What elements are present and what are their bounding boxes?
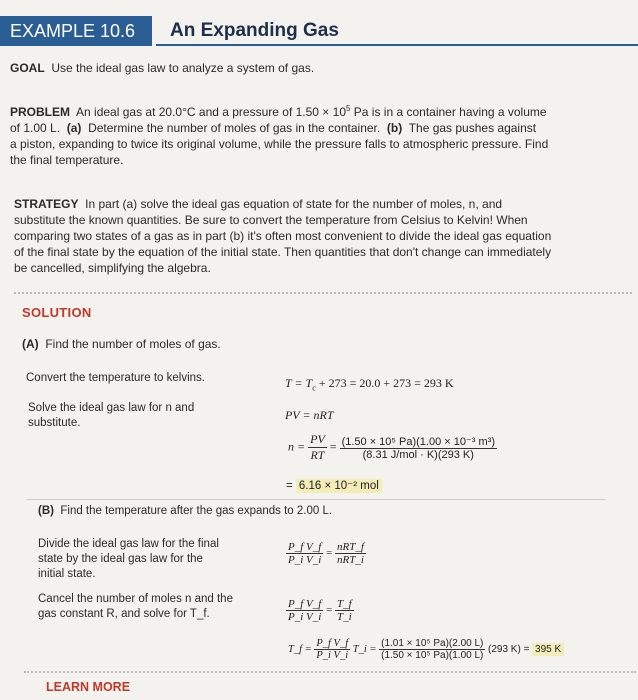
problem-line-2b: Determine the number of moles of gas in the container. bbox=[88, 121, 381, 135]
moles-equation-lhs: n = bbox=[288, 439, 306, 454]
solution-label: SOLUTION bbox=[22, 305, 92, 320]
cancel-equals: = bbox=[326, 604, 333, 617]
moles-fraction-symbolic bbox=[308, 432, 327, 463]
part-a-label: (a) bbox=[66, 121, 82, 135]
moles-equals: = bbox=[329, 439, 337, 454]
temperature-equation-rhs: + 273 = 20.0 + 273 = 293 K bbox=[315, 376, 454, 390]
part-a-step-2 bbox=[28, 401, 194, 431]
problem-line-3: a piston, expanding to twice its original volume, while the pressure falls to atmospheric pressure. Find bbox=[10, 137, 549, 151]
part-b-step-2-line-1: Cancel the number of moles n and the bbox=[38, 593, 233, 605]
part-b-heading-label: (B) bbox=[38, 505, 54, 517]
part-b-step-1-line-3: initial state. bbox=[38, 568, 96, 580]
moles-result-value: 6.16 × 10⁻² mol bbox=[296, 479, 382, 493]
strategy-line-3: comparing two states of a gas as in part (b) it's often most convenient to divide the ideal gas equation bbox=[14, 229, 552, 243]
problem-line-4: the final temperature. bbox=[10, 153, 124, 167]
final-temperature-equation bbox=[288, 638, 564, 661]
final-temp-den: P_i V_i bbox=[316, 650, 349, 661]
cancel-num-left: P_f V_f bbox=[288, 598, 322, 610]
moles-equation bbox=[288, 432, 497, 463]
problem-exponent: 5 bbox=[346, 104, 351, 113]
part-b-step-2-line-2: gas constant R, and solve for T_f. bbox=[38, 608, 210, 620]
final-temp-lhs: T_f = bbox=[288, 643, 312, 655]
problem-label: PROBLEM bbox=[10, 105, 70, 119]
part-b-label: (b) bbox=[386, 121, 403, 135]
part-a-heading-label: (A) bbox=[22, 337, 39, 351]
cancel-equation bbox=[286, 598, 354, 623]
moles-fraction-numeric bbox=[340, 435, 497, 461]
final-temp-numeric-den: (1.50 × 10⁵ Pa)(1.00 L) bbox=[381, 650, 484, 661]
ratio-equation bbox=[286, 541, 366, 566]
ratio-den-left: P_i V_i bbox=[288, 554, 322, 566]
part-b-step-1-line-2: state by the ideal gas law for the bbox=[38, 553, 203, 565]
final-temp-numeric-num: (1.01 × 10⁵ Pa)(2.00 L) bbox=[381, 638, 484, 649]
strategy-line-2: substitute the known quantities. Be sure to convert the temperature from Celsius to Kelvin! When bbox=[14, 213, 528, 227]
goal-section bbox=[10, 60, 314, 76]
bottom-divider bbox=[24, 671, 636, 673]
cancel-den-left: P_i V_i bbox=[288, 611, 322, 623]
part-b-heading bbox=[38, 504, 332, 519]
ideal-gas-equation-text: PV = nRT bbox=[285, 408, 334, 422]
part-a-heading bbox=[22, 337, 221, 352]
strategy-section bbox=[14, 196, 632, 276]
ideal-gas-equation bbox=[285, 408, 334, 423]
part-b-step-1 bbox=[38, 537, 219, 582]
part-a-step-1: Convert the temperature to kelvins. bbox=[26, 372, 205, 384]
example-number-badge: EXAMPLE 10.6 bbox=[0, 16, 152, 46]
final-temp-tail: (293 K) = bbox=[488, 643, 530, 655]
part-a-step-2-line-1: Solve the ideal gas law for n and bbox=[28, 402, 195, 414]
temperature-equation-lhs: T = T bbox=[285, 376, 313, 390]
moles-numeric-num: (1.50 × 10⁵ Pa)(1.00 × 10⁻³ m³) bbox=[341, 435, 495, 448]
ratio-den-right: nRT_i bbox=[337, 554, 364, 566]
part-divider bbox=[26, 499, 606, 500]
cancel-num-right: T_f bbox=[337, 598, 352, 610]
moles-result-equals: = bbox=[286, 480, 293, 492]
problem-line-1-tail: Pa is in a container having a volume bbox=[350, 105, 547, 119]
strategy-line-4: of the final state by the equation of the initial state. Then quantities that don't change can immediately bbox=[14, 245, 552, 259]
part-b-step-1-line-1: Divide the ideal gas law for the final bbox=[38, 538, 219, 550]
temperature-equation bbox=[285, 376, 454, 392]
strategy-line-1: In part (a) solve the ideal gas equation of state for the number of moles, n, and bbox=[85, 197, 503, 211]
part-b-step-2 bbox=[38, 592, 233, 622]
ratio-equals: = bbox=[326, 547, 333, 560]
problem-line-2c: The gas pushes against bbox=[408, 121, 537, 135]
moles-fraction-num: PV bbox=[310, 432, 325, 446]
strategy-label: STRATEGY bbox=[14, 197, 79, 211]
goal-text: Use the ideal gas law to analyze a system of gas. bbox=[51, 61, 315, 75]
moles-numeric-den: (8.31 J/mol · K)(293 K) bbox=[362, 448, 474, 461]
divider bbox=[14, 292, 632, 294]
ratio-num-right: nRT_f bbox=[337, 541, 364, 553]
part-a-heading-text: Find the number of moles of gas. bbox=[45, 337, 221, 351]
final-temp-num: P_f V_f bbox=[316, 638, 349, 649]
part-a-step-2-line-2: substitute. bbox=[28, 417, 81, 429]
problem-line-1: An ideal gas at 20.0°C and a pressure of 1.50 × 10 bbox=[76, 105, 346, 119]
moles-fraction-den: RT bbox=[310, 448, 325, 462]
problem-section bbox=[10, 101, 632, 168]
problem-line-2a: of 1.00 L. bbox=[10, 121, 61, 135]
temperature-equation-sub: c bbox=[312, 383, 316, 393]
final-temp-ti: T_i = bbox=[352, 643, 377, 655]
ratio-num-left: P_f V_f bbox=[288, 541, 322, 553]
learn-more-link[interactable]: LEARN MORE bbox=[46, 680, 131, 694]
cancel-den-right: T_i bbox=[337, 611, 352, 623]
final-temp-result: 395 K bbox=[532, 643, 564, 656]
part-b-heading-text: Find the temperature after the gas expands to 2.00 L. bbox=[60, 505, 333, 517]
example-title: An Expanding Gas bbox=[156, 16, 638, 46]
goal-label: GOAL bbox=[10, 61, 45, 75]
strategy-line-5: be cancelled, simplifying the algebra. bbox=[14, 261, 211, 275]
moles-result bbox=[286, 478, 382, 492]
